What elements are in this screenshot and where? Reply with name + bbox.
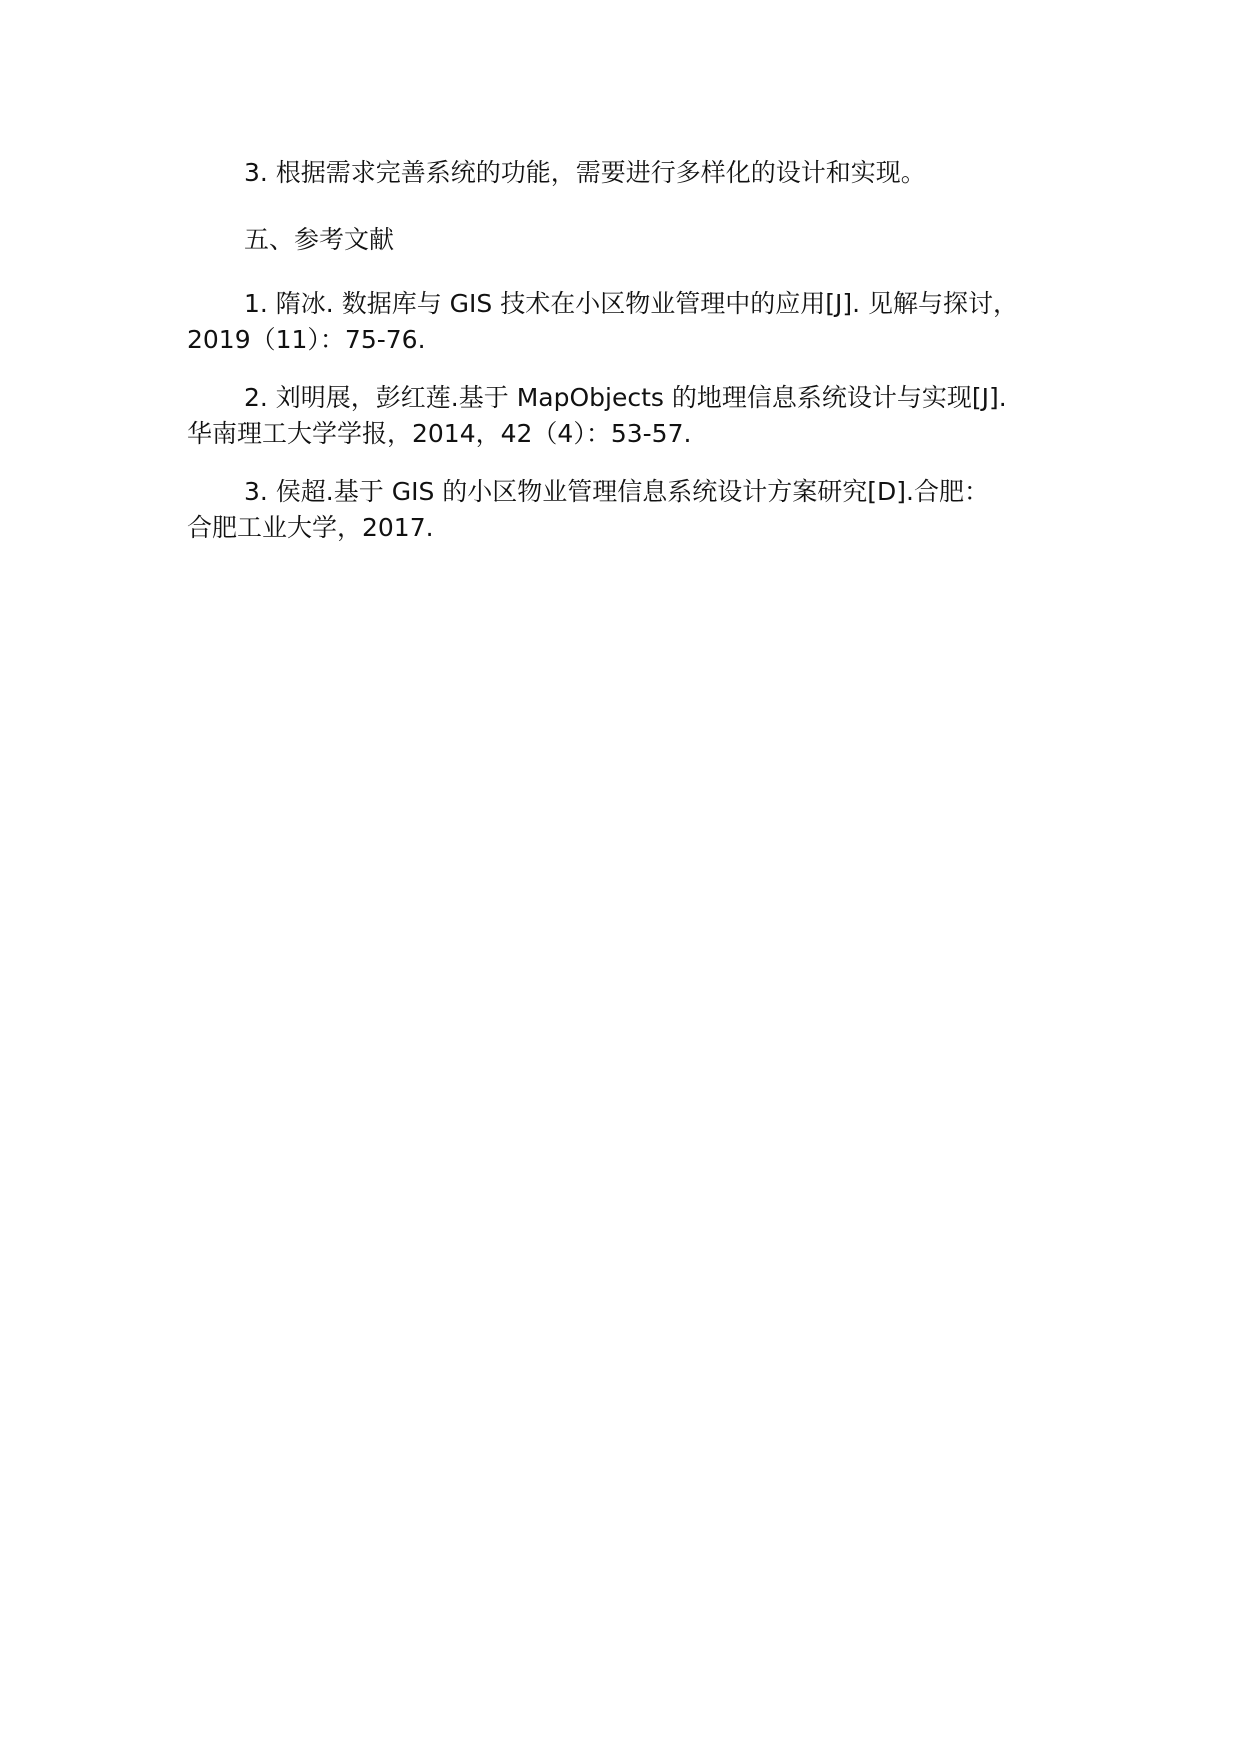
reference-item-1 bbox=[187, 284, 1082, 356]
reference-item-3 bbox=[187, 472, 1082, 544]
reference-line: 2. 刘明展，彭红莲.基于 MapObjects 的地理信息系统设计与实现[J]. bbox=[244, 383, 1007, 412]
reference-line: 2019（11）：75-76. bbox=[187, 325, 426, 354]
reference-line: 3. 侯超.基于 GIS 的小区物业管理信息系统设计方案研究[D].合肥： bbox=[244, 477, 989, 506]
reference-line: 华南理工大学学报，2014，42（4）：53-57. bbox=[187, 419, 692, 448]
reference-item-2 bbox=[187, 378, 1082, 450]
section-heading-references: 五、参考文献 bbox=[244, 225, 395, 254]
page-content bbox=[187, 150, 1082, 566]
reference-line: 1. 隋冰. 数据库与 GIS 技术在小区物业管理中的应用[J]. 见解与探讨， bbox=[244, 289, 1018, 318]
list-item-3: 3. 根据需求完善系统的功能，需要进行多样化的设计和实现。 bbox=[244, 158, 926, 187]
reference-line: 合肥工业大学，2017. bbox=[187, 513, 434, 542]
